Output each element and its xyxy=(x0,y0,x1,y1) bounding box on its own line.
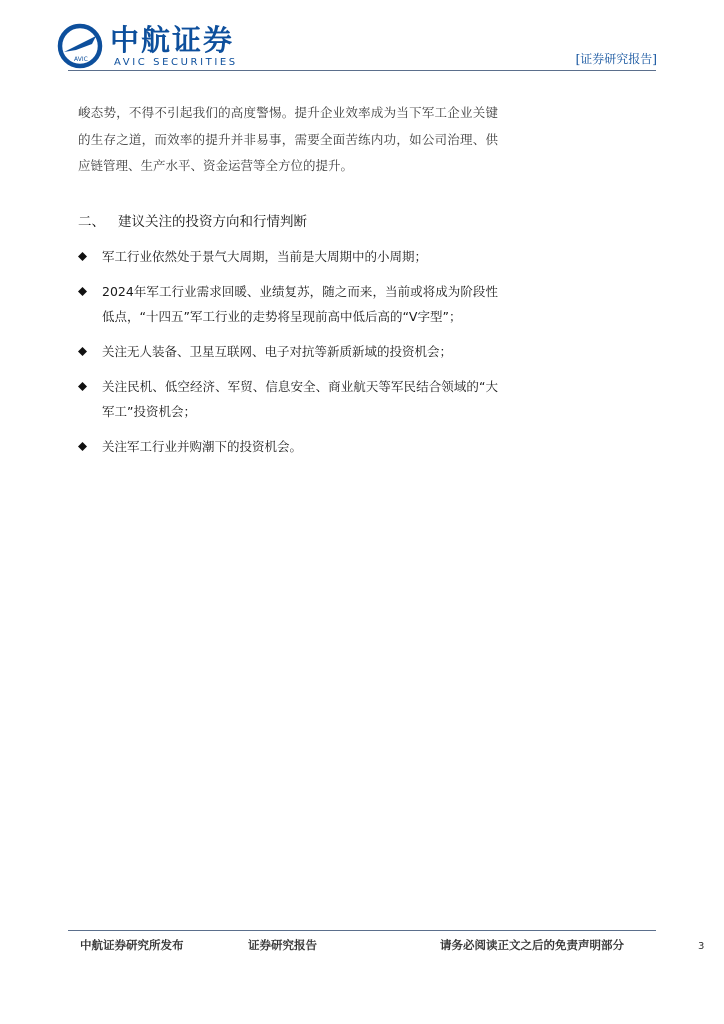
footer-report-type: 证券研究报告 xyxy=(248,938,317,952)
diamond-bullet-icon xyxy=(78,252,87,261)
page-number: 3 xyxy=(698,941,705,952)
list-item xyxy=(78,244,498,269)
diamond-bullet-icon xyxy=(78,442,87,451)
report-type-tag: [证券研究报告] xyxy=(575,52,657,66)
recommendation-list xyxy=(78,244,498,469)
list-item xyxy=(78,339,498,364)
avic-plane-logo-icon xyxy=(56,22,104,70)
intro-block xyxy=(78,100,498,180)
company-logo xyxy=(56,22,256,72)
list-item-text: 2024年军工行业需求回暖、业绩复苏，随之而来，当前或将成为阶段性低点，“十四五”军工行业的走势将呈现前高中低后高的“V字型”； xyxy=(102,284,498,324)
intro-paragraph: 峻态势，不得不引起我们的高度警惕。提升企业效率成为当下军工企业关键的生存之道，而效率的提升并非易事，需要全面苦练内功，如公司治理、供应链管理、生产水平、资金运营等全方位的提升。 xyxy=(78,105,498,173)
section-heading xyxy=(78,210,307,230)
footer-divider xyxy=(68,930,656,931)
footer-disclaimer-note: 请务必阅读正文之后的免责声明部分 xyxy=(440,938,624,952)
footer-publisher: 中航证券研究所发布 xyxy=(80,938,184,952)
logo-mark-text: AVIC xyxy=(74,56,88,63)
list-item xyxy=(78,279,498,329)
diamond-bullet-icon xyxy=(78,347,87,356)
diamond-bullet-icon xyxy=(78,287,87,296)
list-item-text: 关注无人装备、卫星互联网、电子对抗等新质新域的投资机会； xyxy=(102,344,453,359)
page-header xyxy=(0,0,724,100)
list-item xyxy=(78,374,498,424)
logo-english-name: AVIC SECURITIES xyxy=(114,57,238,68)
list-item-text: 关注民机、低空经济、军贸、信息安全、商业航天等军民结合领域的“大军工”投资机会； xyxy=(102,379,498,419)
list-item xyxy=(78,434,498,459)
list-item-text: 关注军工行业并购潮下的投资机会。 xyxy=(102,439,303,454)
diamond-bullet-icon xyxy=(78,382,87,391)
page-footer xyxy=(0,930,724,960)
logo-chinese-name: 中航证券 xyxy=(110,23,235,57)
list-item-text: 军工行业依然处于景气大周期，当前是大周期中的小周期； xyxy=(102,249,428,264)
header-divider xyxy=(68,70,656,71)
section-number: 二、 xyxy=(78,214,105,230)
section-title-text: 建议关注的投资方向和行情判断 xyxy=(118,214,307,230)
